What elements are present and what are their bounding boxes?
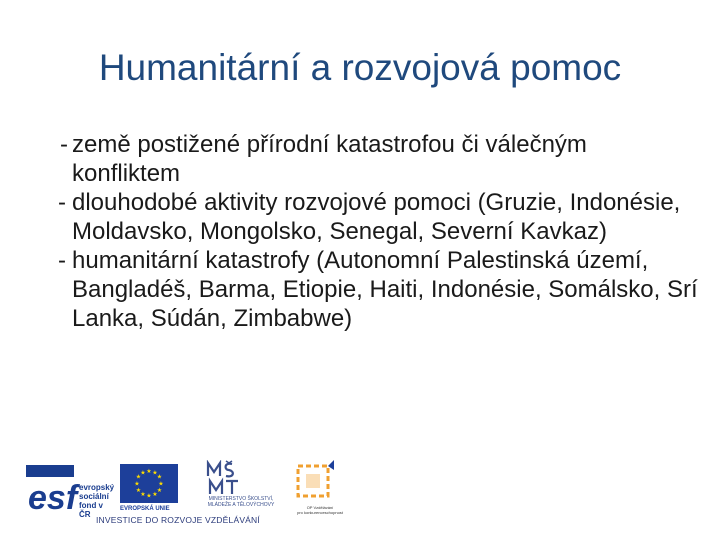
- svg-text:★: ★: [156, 487, 163, 494]
- msmt-mark-icon: [196, 460, 286, 496]
- svg-text:★: ★: [146, 492, 152, 500]
- op-caption: OP Vzdělávání pro konkurenceschopnost: [297, 505, 343, 515]
- slide-title: Humanitární a rozvojová pomoc: [98, 47, 622, 88]
- bullet-dash: -: [58, 247, 66, 274]
- svg-text:★: ★: [156, 473, 163, 481]
- eu-logo: [120, 464, 180, 514]
- msmt-logo: [196, 460, 286, 518]
- svg-text:★: ★: [135, 487, 142, 494]
- bullet-text: dlouhodobé aktivity rozvojové pomoci (Gruzie, Indonésie, Moldavsko, Mongolsko, Senegal, Severní Kavkaz): [72, 189, 681, 245]
- esf-mark-icon: [24, 463, 80, 517]
- logo-strip: [0, 454, 720, 540]
- svg-text:★: ★: [140, 469, 146, 477]
- svg-text:esf: esf: [28, 479, 78, 517]
- svg-text:★: ★: [140, 491, 146, 498]
- esf-logo: [24, 463, 114, 517]
- bullet-item: [40, 188, 700, 246]
- svg-text:★: ★: [135, 473, 142, 481]
- bullet-list: [40, 130, 700, 333]
- op-mark-icon: [288, 460, 352, 504]
- investment-tagline: INVESTICE DO ROZVOJE VZDĚLÁVÁNÍ: [96, 515, 260, 525]
- svg-text:★: ★: [152, 491, 158, 498]
- svg-text:★: ★: [146, 468, 152, 475]
- op-logo: [288, 460, 352, 518]
- eu-caption: EVROPSKÁ UNIE: [120, 506, 170, 512]
- bullet-text: země postižené přírodní katastrofou či válečným konfliktem: [72, 131, 587, 187]
- esf-text: evropský sociální fond v ČR: [79, 483, 115, 519]
- svg-text:★: ★: [134, 480, 140, 488]
- bullet-dash: -: [60, 131, 68, 158]
- bullet-text: humanitární katastrofy (Autonomní Palestinská území, Bangladéš, Barma, Etiopie, Haiti, Indonésie, Somálsko, Srí Lanka, Súdán, Zimbabwe): [72, 247, 698, 332]
- msmt-caption: MINISTERSTVO ŠKOLSTVÍ, MLÁDEŽE A TĚLOVÝCHOVY: [207, 496, 275, 508]
- bullet-dash: -: [58, 189, 66, 216]
- svg-text:★: ★: [158, 480, 164, 488]
- bullet-item: [40, 130, 700, 188]
- svg-text:★: ★: [152, 469, 158, 477]
- bullet-item: [40, 246, 700, 333]
- eu-flag-icon: [120, 464, 178, 503]
